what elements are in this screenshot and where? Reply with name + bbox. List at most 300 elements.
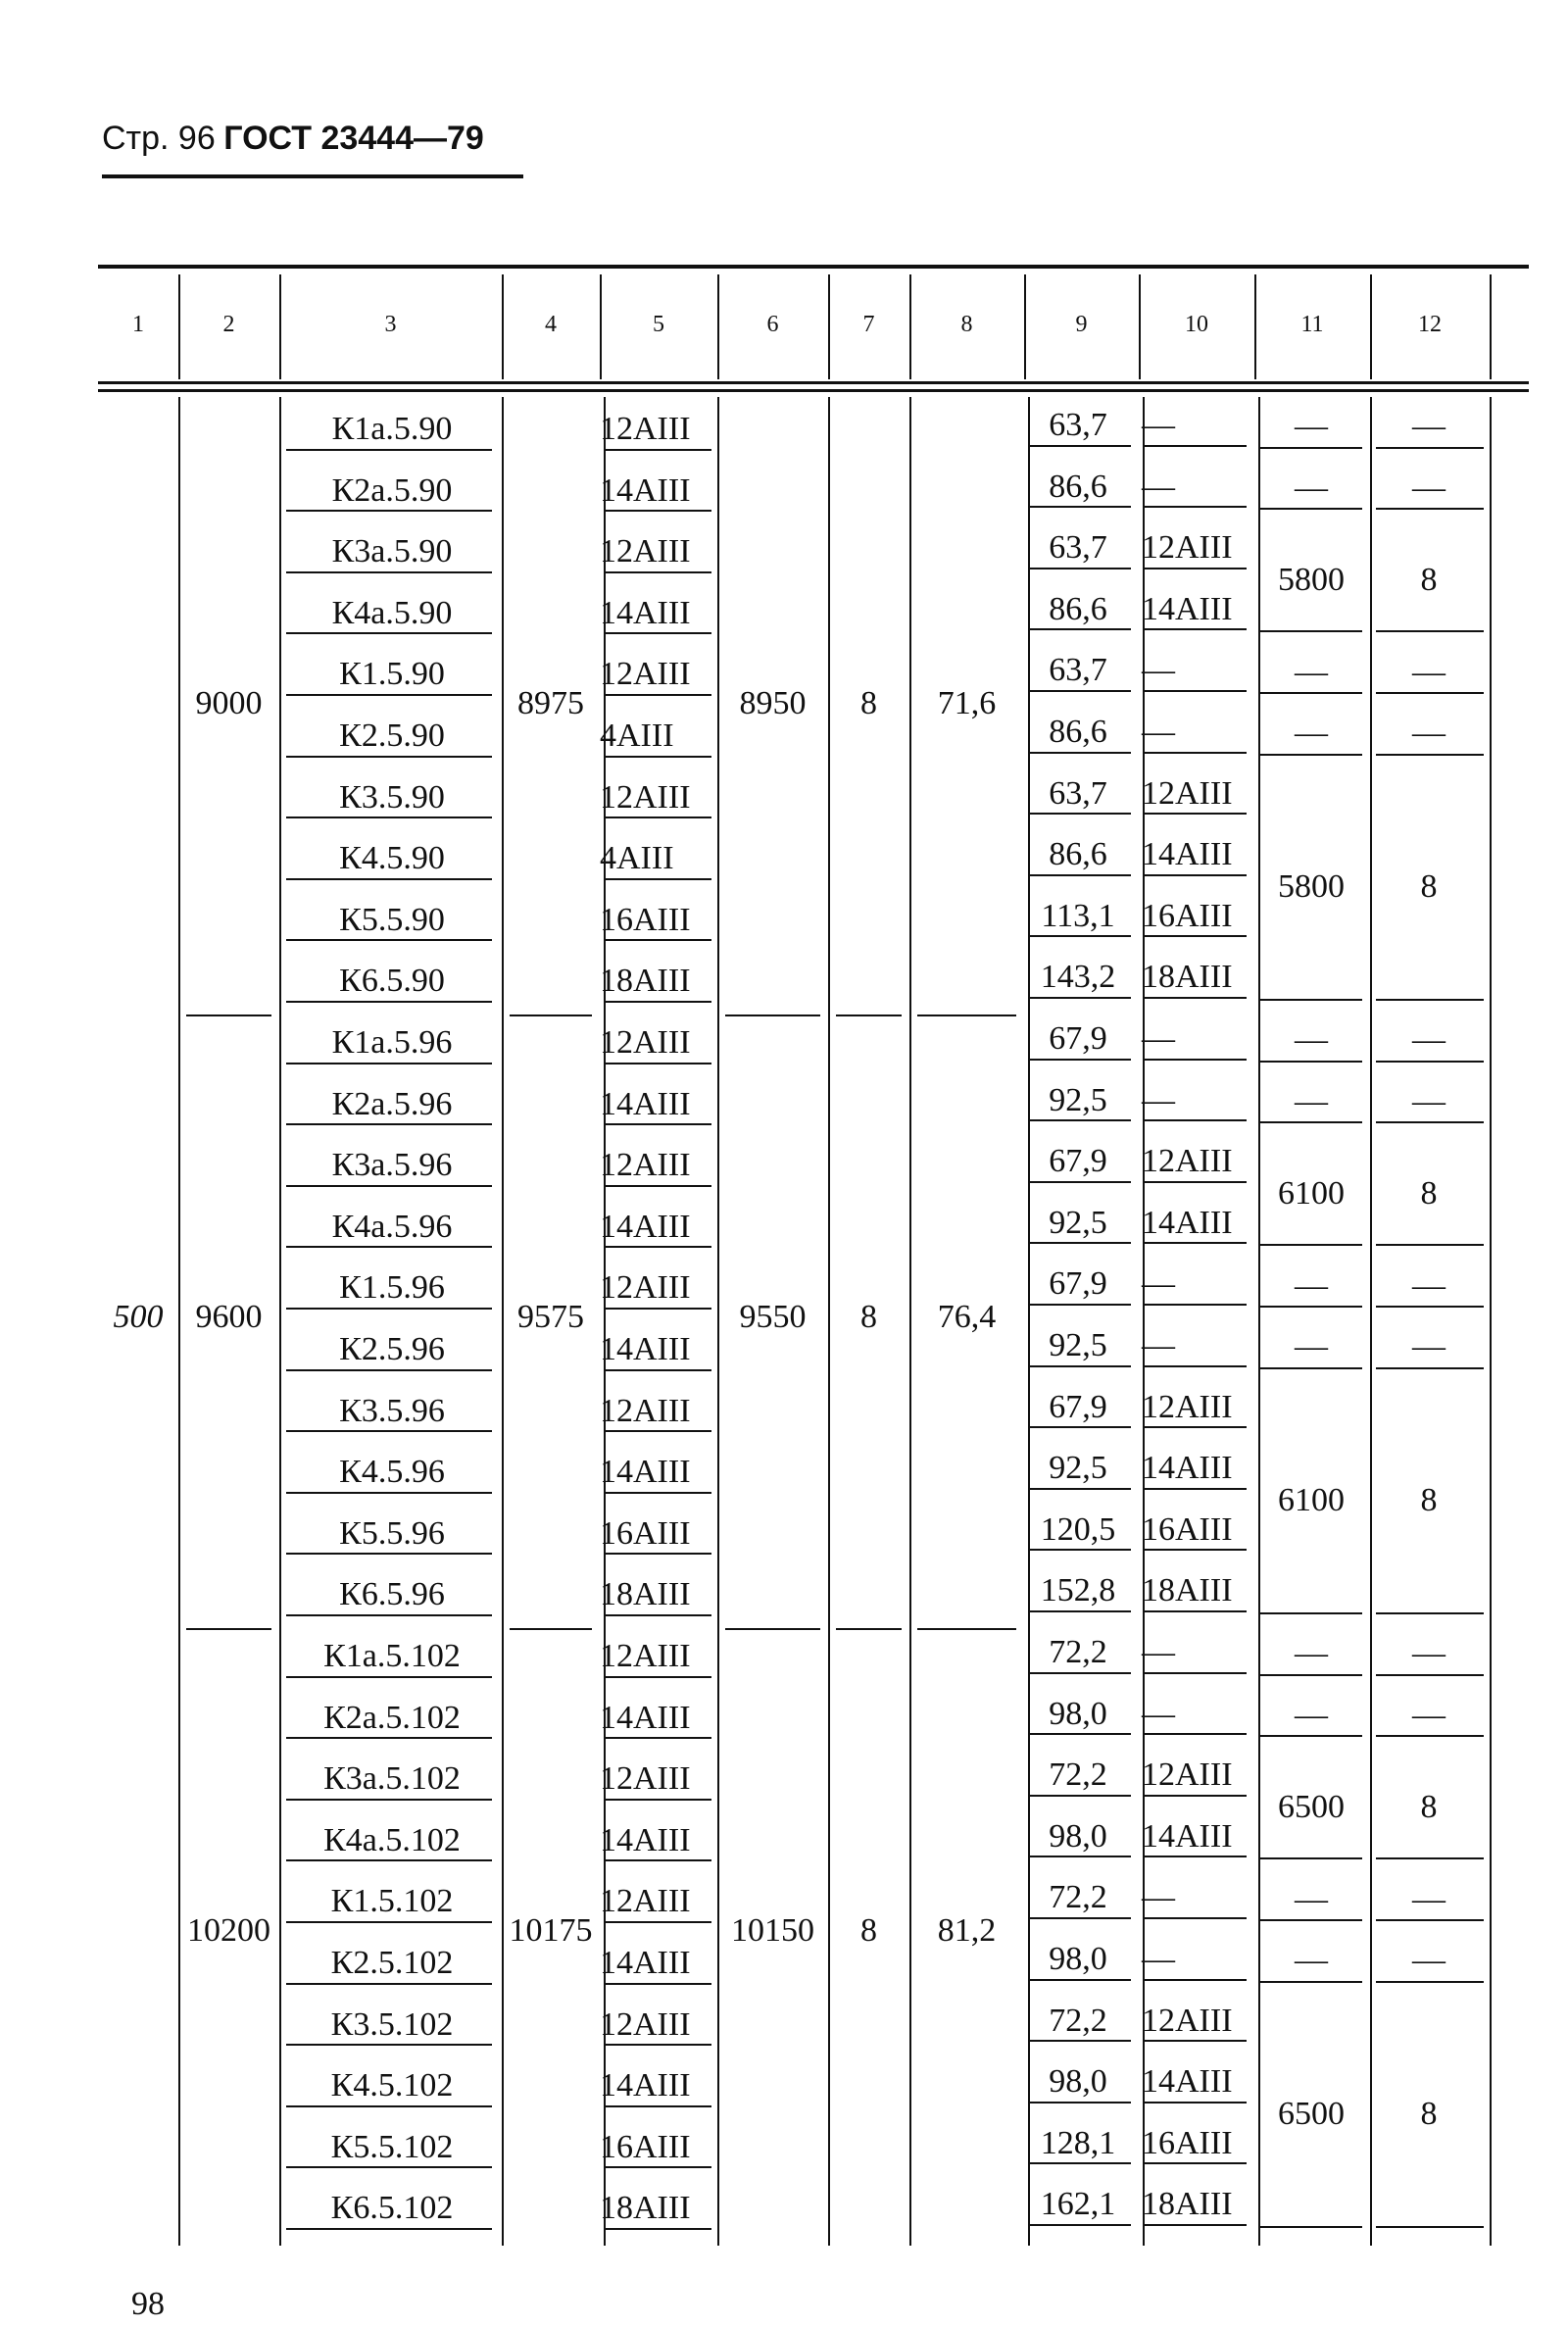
row-underline-col9 bbox=[1029, 752, 1131, 754]
designation-cell: К2а.5.102 bbox=[323, 1699, 461, 1736]
group-separator bbox=[510, 1628, 592, 1630]
span-underline-col12 bbox=[1376, 1306, 1484, 1308]
row-underline-col10 bbox=[1145, 752, 1247, 754]
row-underline-col5 bbox=[604, 756, 711, 758]
row-underline-col3 bbox=[286, 1921, 492, 1923]
group-separator bbox=[917, 1015, 1016, 1016]
row-underline-col10 bbox=[1145, 1304, 1247, 1306]
row-underline-col10 bbox=[1145, 2162, 1247, 2164]
designation-cell: К3.5.96 bbox=[339, 1392, 445, 1429]
group-col8-value: 81,2 bbox=[937, 1912, 997, 1949]
designation-cell: К6.5.90 bbox=[339, 963, 445, 1000]
row-underline-col9 bbox=[1029, 1610, 1131, 1612]
secondary-rebar-cell: — bbox=[1142, 1265, 1175, 1303]
designation-cell: К4а.5.90 bbox=[331, 594, 453, 631]
rebar-class-cell: 12AIII bbox=[600, 411, 691, 447]
column-header: 3 bbox=[384, 312, 397, 337]
count-value-cell: — bbox=[1412, 1082, 1446, 1119]
span-underline-col11 bbox=[1260, 1612, 1362, 1614]
designation-cell: К4а.5.96 bbox=[331, 1208, 453, 1245]
rebar-class-cell: 14AIII bbox=[600, 2067, 691, 2104]
load-value-cell: 5800 bbox=[1278, 867, 1345, 905]
designation-cell: К2а.5.96 bbox=[331, 1085, 453, 1122]
rebar-class-cell: 14AIII bbox=[600, 1085, 691, 1122]
count-value-cell: 8 bbox=[1420, 867, 1438, 905]
designation-cell: К3а.5.102 bbox=[323, 1760, 461, 1798]
span-underline-col12 bbox=[1376, 1674, 1484, 1676]
area-value-cell: 67,9 bbox=[1049, 1143, 1107, 1180]
row-underline-col5 bbox=[604, 2105, 711, 2107]
row-underline-col10 bbox=[1145, 997, 1247, 999]
load-value-cell: 5800 bbox=[1278, 561, 1345, 598]
count-value-cell: — bbox=[1412, 469, 1446, 506]
designation-cell: К4.5.102 bbox=[330, 2067, 454, 2104]
group-separator bbox=[725, 1628, 820, 1630]
row-underline-col10 bbox=[1145, 1059, 1247, 1061]
secondary-rebar-cell: — bbox=[1142, 652, 1175, 689]
header-text bbox=[102, 120, 523, 158]
row-underline-col10 bbox=[1145, 813, 1247, 815]
area-value-cell: 98,0 bbox=[1049, 1817, 1107, 1855]
table-header-rule-1 bbox=[98, 381, 1529, 384]
secondary-rebar-cell: 12AIII bbox=[1142, 774, 1233, 812]
row-underline-col9 bbox=[1029, 1059, 1131, 1061]
count-value-cell: 8 bbox=[1420, 1788, 1438, 1825]
group-separator bbox=[725, 1015, 820, 1016]
row-underline-col3 bbox=[286, 1063, 492, 1064]
span-underline-col11 bbox=[1260, 999, 1362, 1001]
area-value-cell: 72,2 bbox=[1049, 1757, 1107, 1794]
row-underline-col3 bbox=[286, 1553, 492, 1555]
secondary-rebar-cell: 14AIII bbox=[1142, 1204, 1233, 1241]
group-col2-value: 9600 bbox=[195, 1299, 263, 1335]
row-underline-col9 bbox=[1029, 997, 1131, 999]
rebar-class-cell: 12AIII bbox=[600, 1883, 691, 1920]
row-underline-col5 bbox=[604, 510, 711, 512]
row-underline-col5 bbox=[604, 1308, 711, 1310]
area-value-cell: 86,6 bbox=[1049, 468, 1107, 505]
row-underline-col3 bbox=[286, 1799, 492, 1801]
rebar-class-cell: 12AIII bbox=[600, 1392, 691, 1429]
rebar-class-cell: 18AIII bbox=[600, 2190, 691, 2227]
row-underline-col5 bbox=[604, 632, 711, 634]
load-value-cell: — bbox=[1295, 1266, 1328, 1304]
secondary-rebar-cell: 14AIII bbox=[1142, 836, 1233, 873]
row-underline-col9 bbox=[1029, 1304, 1131, 1306]
header-column-divider bbox=[1254, 274, 1256, 379]
row-underline-col9 bbox=[1029, 1181, 1131, 1183]
column-header: 7 bbox=[862, 312, 875, 337]
span-underline-col11 bbox=[1260, 630, 1362, 632]
span-underline-col12 bbox=[1376, 754, 1484, 756]
secondary-rebar-cell: 12AIII bbox=[1142, 1757, 1233, 1794]
col1-value: 500 bbox=[113, 1299, 164, 1335]
row-underline-col3 bbox=[286, 939, 492, 941]
area-value-cell: 63,7 bbox=[1049, 652, 1107, 689]
row-underline-col10 bbox=[1145, 445, 1247, 447]
row-underline-col5 bbox=[604, 1246, 711, 1248]
area-value-cell: 86,6 bbox=[1049, 836, 1107, 873]
rebar-class-cell: 16AIII bbox=[600, 901, 691, 938]
rebar-class-cell: 12AIII bbox=[600, 1760, 691, 1798]
span-underline-col11 bbox=[1260, 1244, 1362, 1246]
rebar-class-cell: 18AIII bbox=[600, 963, 691, 1000]
span-underline-col12 bbox=[1376, 630, 1484, 632]
row-underline-col9 bbox=[1029, 874, 1131, 876]
secondary-rebar-cell: 18AIII bbox=[1142, 959, 1233, 996]
rebar-class-cell: 14AIII bbox=[600, 1821, 691, 1858]
designation-cell: К1.5.96 bbox=[339, 1269, 445, 1307]
rebar-class-cell: 14AIII bbox=[600, 471, 691, 509]
load-value-cell: — bbox=[1295, 1328, 1328, 1365]
row-underline-col3 bbox=[286, 2166, 492, 2168]
area-value-cell: 72,2 bbox=[1049, 2002, 1107, 2039]
span-underline-col11 bbox=[1260, 1919, 1362, 1921]
load-value-cell: 6100 bbox=[1278, 1481, 1345, 1518]
load-value-cell: — bbox=[1295, 1021, 1328, 1059]
designation-cell: К1а.5.96 bbox=[331, 1024, 453, 1061]
span-underline-col11 bbox=[1260, 1367, 1362, 1369]
row-underline-col5 bbox=[604, 1123, 711, 1125]
area-value-cell: 67,9 bbox=[1049, 1020, 1107, 1057]
designation-cell: К2.5.102 bbox=[330, 1945, 454, 1981]
row-underline-col10 bbox=[1145, 1365, 1247, 1367]
header-column-divider bbox=[279, 274, 281, 379]
row-underline-col3 bbox=[286, 2105, 492, 2107]
area-value-cell: 128,1 bbox=[1040, 2124, 1116, 2161]
group-col7-value: 8 bbox=[860, 1912, 877, 1949]
span-underline-col11 bbox=[1260, 692, 1362, 694]
count-value-cell: — bbox=[1412, 1942, 1446, 1979]
count-value-cell: — bbox=[1412, 653, 1446, 690]
area-value-cell: 162,1 bbox=[1040, 2186, 1116, 2223]
count-value-cell: — bbox=[1412, 1635, 1446, 1672]
span-underline-col12 bbox=[1376, 999, 1484, 1001]
count-value-cell: — bbox=[1412, 1266, 1446, 1304]
body-column-divider bbox=[1490, 397, 1492, 2246]
row-underline-col5 bbox=[604, 2228, 711, 2230]
span-underline-col11 bbox=[1260, 508, 1362, 510]
area-value-cell: 67,9 bbox=[1049, 1388, 1107, 1425]
column-header: 6 bbox=[766, 312, 779, 337]
load-value-cell: — bbox=[1295, 715, 1328, 752]
row-underline-col10 bbox=[1145, 568, 1247, 569]
row-underline-col5 bbox=[604, 939, 711, 941]
designation-cell: К4.5.96 bbox=[339, 1454, 445, 1491]
rebar-class-cell: 12AIII bbox=[600, 1024, 691, 1061]
load-value-cell: — bbox=[1295, 408, 1328, 445]
row-underline-col10 bbox=[1145, 2224, 1247, 2226]
row-underline-col5 bbox=[604, 817, 711, 818]
designation-cell: К5.5.90 bbox=[339, 901, 445, 938]
row-underline-col5 bbox=[604, 1369, 711, 1371]
span-underline-col11 bbox=[1260, 1735, 1362, 1737]
load-value-cell: — bbox=[1295, 469, 1328, 506]
group-separator bbox=[186, 1015, 271, 1016]
area-value-cell: 92,5 bbox=[1049, 1204, 1107, 1241]
column-header: 9 bbox=[1075, 312, 1088, 337]
rebar-class-cell: 18AIII bbox=[600, 1576, 691, 1613]
load-value-cell: — bbox=[1295, 1696, 1328, 1733]
row-underline-col10 bbox=[1145, 935, 1247, 937]
row-underline-col9 bbox=[1029, 2102, 1131, 2103]
group-col4-value: 8975 bbox=[517, 685, 584, 721]
span-underline-col12 bbox=[1376, 692, 1484, 694]
page-label: Стр. 96 bbox=[102, 120, 216, 157]
secondary-rebar-cell: — bbox=[1142, 1941, 1175, 1977]
rebar-class-cell: 14AIII bbox=[600, 1945, 691, 1981]
area-value-cell: 63,7 bbox=[1049, 529, 1107, 567]
row-underline-col3 bbox=[286, 1859, 492, 1861]
area-value-cell: 120,5 bbox=[1040, 1510, 1116, 1548]
group-col7-value: 8 bbox=[860, 685, 877, 721]
span-underline-col11 bbox=[1260, 1061, 1362, 1063]
rebar-class-cell: 12AIII bbox=[600, 778, 691, 816]
row-underline-col9 bbox=[1029, 506, 1131, 508]
rebar-class-cell: 4AIII bbox=[600, 718, 674, 754]
row-underline-col10 bbox=[1145, 506, 1247, 508]
column-header: 8 bbox=[960, 312, 973, 337]
count-value-cell: 8 bbox=[1420, 2095, 1438, 2132]
rebar-class-cell: 16AIII bbox=[600, 2128, 691, 2165]
row-underline-col5 bbox=[604, 449, 711, 451]
table-top-rule bbox=[98, 265, 1529, 269]
area-value-cell: 72,2 bbox=[1049, 1879, 1107, 1916]
secondary-rebar-cell: — bbox=[1142, 714, 1175, 750]
designation-cell: К5.5.96 bbox=[339, 1514, 445, 1552]
designation-cell: К4.5.90 bbox=[339, 840, 445, 877]
group-col4-value: 9575 bbox=[517, 1299, 584, 1335]
row-underline-col10 bbox=[1145, 1917, 1247, 1919]
column-header: 1 bbox=[132, 312, 144, 337]
row-underline-col9 bbox=[1029, 445, 1131, 447]
secondary-rebar-cell: 18AIII bbox=[1142, 2186, 1233, 2223]
designation-cell: К5.5.102 bbox=[330, 2128, 454, 2165]
area-value-cell: 98,0 bbox=[1049, 2063, 1107, 2101]
row-underline-col9 bbox=[1029, 568, 1131, 569]
row-underline-col3 bbox=[286, 1492, 492, 1494]
designation-cell: К3.5.102 bbox=[330, 2005, 454, 2043]
row-underline-col10 bbox=[1145, 1733, 1247, 1735]
rebar-class-cell: 14AIII bbox=[600, 1699, 691, 1736]
designation-cell: К3а.5.96 bbox=[331, 1147, 453, 1184]
designation-cell: К2а.5.90 bbox=[331, 471, 453, 509]
row-underline-col9 bbox=[1029, 2162, 1131, 2164]
header-column-divider bbox=[1370, 274, 1372, 379]
row-underline-col9 bbox=[1029, 1549, 1131, 1551]
row-underline-col5 bbox=[604, 1553, 711, 1555]
span-underline-col11 bbox=[1260, 1857, 1362, 1859]
header-column-divider bbox=[717, 274, 719, 379]
column-header: 10 bbox=[1185, 312, 1208, 337]
row-underline-col10 bbox=[1145, 1181, 1247, 1183]
designation-cell: К6.5.96 bbox=[339, 1576, 445, 1613]
group-separator bbox=[836, 1015, 902, 1016]
group-col6-value: 10150 bbox=[731, 1912, 814, 1949]
row-underline-col9 bbox=[1029, 1242, 1131, 1244]
row-underline-col10 bbox=[1145, 874, 1247, 876]
table-header-rule-2 bbox=[98, 389, 1529, 392]
span-underline-col11 bbox=[1260, 1306, 1362, 1308]
span-underline-col12 bbox=[1376, 1735, 1484, 1737]
designation-cell: К1а.5.90 bbox=[331, 411, 453, 447]
secondary-rebar-cell: — bbox=[1142, 1695, 1175, 1732]
page-number: 98 bbox=[131, 2286, 165, 2322]
secondary-rebar-cell: 12AIII bbox=[1142, 2002, 1233, 2039]
count-value-cell: — bbox=[1412, 1696, 1446, 1733]
row-underline-col10 bbox=[1145, 1610, 1247, 1612]
row-underline-col9 bbox=[1029, 2224, 1131, 2226]
row-underline-col5 bbox=[604, 1676, 711, 1678]
secondary-rebar-cell: — bbox=[1142, 1327, 1175, 1363]
span-underline-col11 bbox=[1260, 2226, 1362, 2228]
secondary-rebar-cell: 16AIII bbox=[1142, 1510, 1233, 1548]
span-underline-col12 bbox=[1376, 1857, 1484, 1859]
span-underline-col11 bbox=[1260, 1981, 1362, 1983]
row-underline-col10 bbox=[1145, 1549, 1247, 1551]
group-col4-value: 10175 bbox=[509, 1912, 593, 1949]
load-value-cell: 6500 bbox=[1278, 1788, 1345, 1825]
group-col2-value: 10200 bbox=[187, 1912, 270, 1949]
header-column-divider bbox=[1139, 274, 1141, 379]
secondary-rebar-cell: — bbox=[1142, 1634, 1175, 1670]
row-underline-col9 bbox=[1029, 1119, 1131, 1121]
column-header: 2 bbox=[222, 312, 235, 337]
group-col6-value: 9550 bbox=[739, 1299, 807, 1335]
area-value-cell: 113,1 bbox=[1041, 897, 1115, 934]
area-value-cell: 152,8 bbox=[1040, 1572, 1116, 1609]
load-value-cell: — bbox=[1295, 653, 1328, 690]
rebar-class-cell: 14AIII bbox=[600, 594, 691, 631]
group-separator bbox=[836, 1628, 902, 1630]
count-value-cell: 8 bbox=[1420, 561, 1438, 598]
row-underline-col5 bbox=[604, 1921, 711, 1923]
row-underline-col10 bbox=[1145, 1856, 1247, 1857]
rebar-class-cell: 12AIII bbox=[600, 1269, 691, 1307]
group-col7-value: 8 bbox=[860, 1299, 877, 1335]
row-underline-col3 bbox=[286, 1246, 492, 1248]
row-underline-col10 bbox=[1145, 1426, 1247, 1428]
row-underline-col9 bbox=[1029, 628, 1131, 630]
count-value-cell: 8 bbox=[1420, 1174, 1438, 1212]
secondary-rebar-cell: — bbox=[1142, 1081, 1175, 1118]
row-underline-col9 bbox=[1029, 1856, 1131, 1857]
row-underline-col5 bbox=[604, 571, 711, 573]
group-separator bbox=[510, 1015, 592, 1016]
group-col2-value: 9000 bbox=[195, 685, 263, 721]
designation-cell: К6.5.102 bbox=[330, 2190, 454, 2227]
area-value-cell: 92,5 bbox=[1049, 1081, 1107, 1118]
row-underline-col9 bbox=[1029, 2040, 1131, 2042]
row-underline-col3 bbox=[286, 1308, 492, 1310]
designation-cell: К3а.5.90 bbox=[331, 533, 453, 570]
header-column-divider bbox=[178, 274, 180, 379]
secondary-rebar-cell: 12AIII bbox=[1142, 1143, 1233, 1180]
secondary-rebar-cell: 14AIII bbox=[1142, 1817, 1233, 1855]
count-value-cell: — bbox=[1412, 1880, 1446, 1917]
load-value-cell: — bbox=[1295, 1880, 1328, 1917]
rebar-class-cell: 12AIII bbox=[600, 1638, 691, 1674]
row-underline-col3 bbox=[286, 1737, 492, 1739]
header-column-divider bbox=[502, 274, 504, 379]
row-underline-col3 bbox=[286, 1614, 492, 1616]
span-underline-col12 bbox=[1376, 1612, 1484, 1614]
header-column-divider bbox=[909, 274, 911, 379]
row-underline-col10 bbox=[1145, 628, 1247, 630]
row-underline-col9 bbox=[1029, 935, 1131, 937]
designation-cell: К3.5.90 bbox=[339, 778, 445, 816]
header-column-divider bbox=[828, 274, 830, 379]
header-column-divider bbox=[1490, 274, 1492, 379]
span-underline-col12 bbox=[1376, 1121, 1484, 1123]
row-underline-col3 bbox=[286, 1983, 492, 1985]
row-underline-col9 bbox=[1029, 1488, 1131, 1490]
designation-cell: К2.5.96 bbox=[339, 1331, 445, 1367]
rebar-class-cell: 14AIII bbox=[600, 1454, 691, 1491]
row-underline-col9 bbox=[1029, 1733, 1131, 1735]
row-underline-col3 bbox=[286, 694, 492, 696]
row-underline-col9 bbox=[1029, 1979, 1131, 1981]
count-value-cell: — bbox=[1412, 408, 1446, 445]
group-col6-value: 8950 bbox=[739, 685, 807, 721]
span-underline-col12 bbox=[1376, 1244, 1484, 1246]
row-underline-col3 bbox=[286, 632, 492, 634]
row-underline-col9 bbox=[1029, 1917, 1131, 1919]
row-underline-col3 bbox=[286, 1185, 492, 1187]
header-column-divider bbox=[1024, 274, 1026, 379]
span-underline-col12 bbox=[1376, 508, 1484, 510]
load-value-cell: 6500 bbox=[1278, 2095, 1345, 2132]
header-underline bbox=[102, 174, 523, 178]
designation-cell: К4а.5.102 bbox=[323, 1821, 461, 1858]
row-underline-col5 bbox=[604, 878, 711, 880]
row-underline-col10 bbox=[1145, 1119, 1247, 1121]
row-underline-col5 bbox=[604, 1614, 711, 1616]
rebar-class-cell: 16AIII bbox=[600, 1514, 691, 1552]
area-value-cell: 98,0 bbox=[1049, 1695, 1107, 1732]
span-underline-col12 bbox=[1376, 2226, 1484, 2228]
span-underline-col12 bbox=[1376, 1061, 1484, 1063]
span-underline-col12 bbox=[1376, 447, 1484, 449]
count-value-cell: — bbox=[1412, 715, 1446, 752]
group-separator bbox=[186, 1628, 271, 1630]
row-underline-col5 bbox=[604, 1983, 711, 1985]
span-underline-col12 bbox=[1376, 1981, 1484, 1983]
rebar-class-cell: 12AIII bbox=[600, 656, 691, 693]
row-underline-col10 bbox=[1145, 2040, 1247, 2042]
secondary-rebar-cell: — bbox=[1142, 1879, 1175, 1916]
area-value-cell: 92,5 bbox=[1049, 1450, 1107, 1487]
area-value-cell: 86,6 bbox=[1049, 714, 1107, 750]
span-underline-col11 bbox=[1260, 447, 1362, 449]
area-value-cell: 67,9 bbox=[1049, 1265, 1107, 1303]
column-header: 11 bbox=[1300, 312, 1324, 337]
row-underline-col9 bbox=[1029, 1795, 1131, 1797]
row-underline-col10 bbox=[1145, 1672, 1247, 1674]
span-underline-col11 bbox=[1260, 1121, 1362, 1123]
area-value-cell: 63,7 bbox=[1049, 407, 1107, 443]
row-underline-col3 bbox=[286, 1123, 492, 1125]
row-underline-col3 bbox=[286, 1430, 492, 1432]
row-underline-col3 bbox=[286, 2228, 492, 2230]
area-value-cell: 72,2 bbox=[1049, 1634, 1107, 1670]
row-underline-col3 bbox=[286, 1001, 492, 1003]
designation-cell: К1.5.102 bbox=[330, 1883, 454, 1920]
row-underline-col10 bbox=[1145, 1242, 1247, 1244]
rebar-class-cell: 12AIII bbox=[600, 2005, 691, 2043]
row-underline-col9 bbox=[1029, 690, 1131, 692]
span-underline-col11 bbox=[1260, 1674, 1362, 1676]
